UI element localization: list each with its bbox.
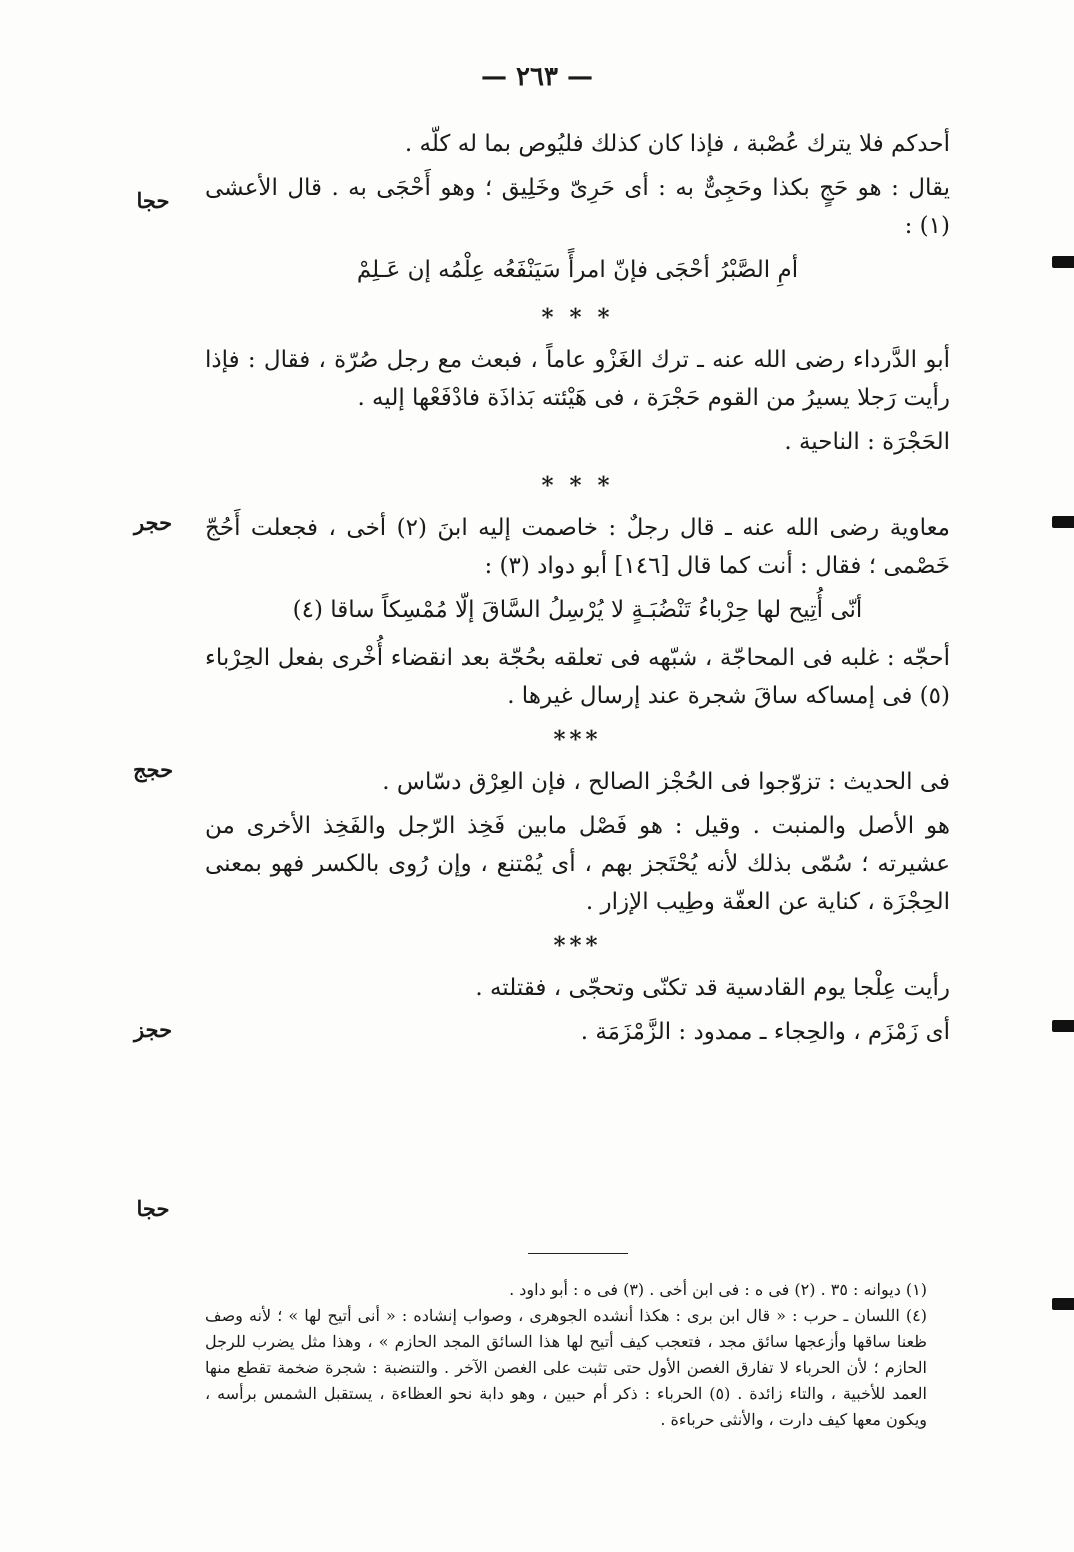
paragraph: رأيت عِلْجا يوم القادسية قد تكنّى وتحجّى ، فقتلته . <box>475 975 950 1001</box>
edge-thumb-mark <box>1052 516 1074 528</box>
edge-thumb-mark <box>1052 1020 1074 1032</box>
paragraph: الحَجْرَة : الناحية . <box>784 429 950 455</box>
main-text <box>205 125 950 1057</box>
footnote: (٤) اللسان ـ حرب : « قال ابن برى : هكذا أنشده الجوهرى ، وصواب إنشاده : « أنى أتيح لها » ؛ لأنه وصف ظعنا ساقها وأزعجها سائق مجد ، فتعجب كيف أتيح لها هذا السائق المجد الحازم » ، وهذا مثل يضرب للرجل الحازم ؛ لأن الحرباء لا تفارق الغصن الأول حتى تثبت على الغصن الآخر . والتنضبة : شجرة ضخمة تقطع منها العمد للأخبية ، والتاء زائدة . (٥) الحرباء : ذكر أم حبين ، وهو دابة نحو العظاءة ، يستقبل الشمس برأسه ، ويكون معها كيف دارت ، والأنثى حرباءة . <box>205 1306 928 1429</box>
paragraph: أى زَمْزَم ، والحِجاء ـ ممدود : الزَّمْزَمَة . <box>580 1019 950 1045</box>
paragraph: يقال : هو حَجٍ بكذا وحَجِىٌّ به : أى حَرِىّ وخَلِيق ؛ وهو أَحْجَى به . قال الأعشى (١) : <box>205 175 950 239</box>
page-number: — ٢٦٣ — <box>480 62 594 92</box>
margin-root-word: حجر <box>133 510 173 535</box>
section-separator: * * * <box>541 472 614 499</box>
paragraph: معاوية رضى الله عنه ـ قال رجلٌ : خاصمت إليه ابنَ (٢) أخى ، فجعلت أَحُجّ خَصْمى ؛ فقال : أنت كما قال [١٤٦] أبو دواد (٣) : <box>205 515 950 579</box>
footnote: (١) ديوانه : ٣٥ . (٢) فى ه : فى ابن أخى . (٣) فى ه : أبو داود . <box>509 1280 927 1299</box>
paragraph: فى الحديث : تزوّجوا فى الحُجْز الصالح ، فإن العِرْق دسّاس . <box>382 769 950 795</box>
section-separator: *** <box>553 932 602 959</box>
edge-thumb-mark <box>1052 256 1074 268</box>
verse: أمِ الصَّبْرُ أحْجَى فإنّ امرأً سَيَنْفَعُه عِلْمُه إن عَـلِمْ <box>356 257 799 283</box>
margin-root-word: حجج <box>132 757 174 782</box>
verse: أنّى أُتِيح لها حِرْباءُ تَنْضُبَـةٍ لا يُرْسِلُ السَّاقَ إلّا مُمْسِكاً ساقا (٤) <box>292 597 863 623</box>
section-separator: * * * <box>541 304 614 331</box>
paragraph: أحدكم فلا يترك عُصْبة ، فإذا كان كذلك فليُوص بما له كلّه . <box>404 131 950 157</box>
margin-root-word: حجز <box>133 1017 173 1042</box>
margin-root-word: حجا <box>136 1196 170 1221</box>
footnote-divider <box>528 1253 628 1254</box>
paragraph: أحجّه : غلبه فى المحاجّة ، شبّهه فى تعلقه بحُجّة بعد انقضاء أُخْرى بفعل الحِرْباء (٥) فى إمساكه ساقَ شجرة عند إرسال غيرها . <box>205 645 950 709</box>
paragraph: هو الأصل والمنبت . وقيل : هو فَصْل مابين فَخِذ الرّجل والفَخِذ الأخرى من عشيرته ؛ سُمّى بذلك لأنه يُحْتَجز بهم ، أى يُمْتنع ، وإن رُوى بالكسر فهو بمعنى الحِجْزَة ، كناية عن العفّة وطِيب الإزار . <box>205 813 950 915</box>
margin-root-word: حجا <box>136 188 170 213</box>
section-separator: *** <box>553 726 602 753</box>
edge-thumb-mark <box>1052 1298 1074 1310</box>
footnotes <box>205 1277 927 1433</box>
paragraph: أبو الدَّرداء رضى الله عنه ـ ترك الغَزْو عاماً ، فبعث مع رجل صُرّة ، فقال : فإذا رأيت رَجلا يسيرُ من القوم حَجْرَة ، فى هَيْئته بَذاذَة فادْفَعْها إليه . <box>205 347 950 411</box>
